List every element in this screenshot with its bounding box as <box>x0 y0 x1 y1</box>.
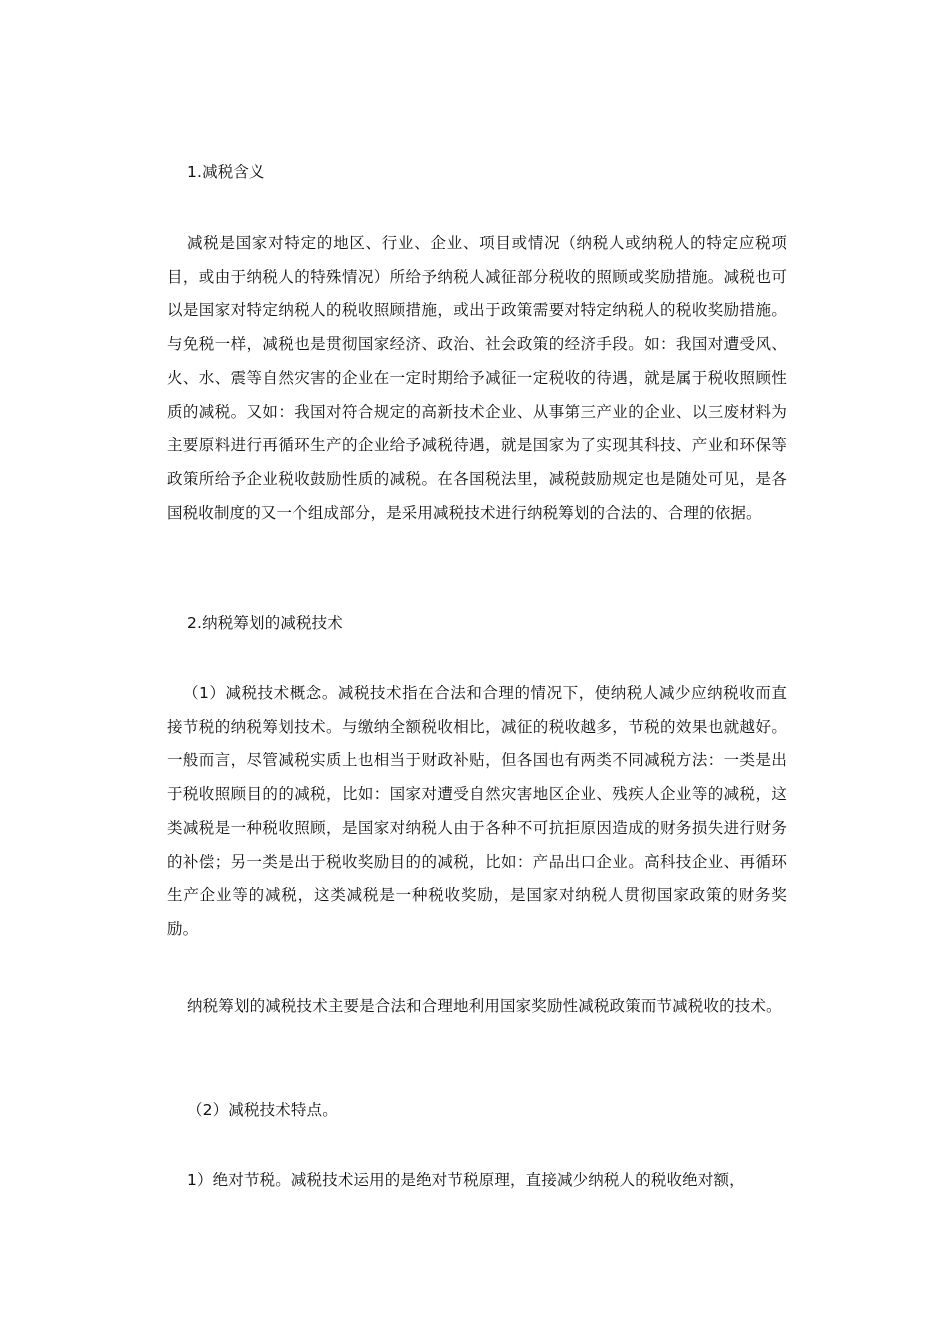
paragraph-4: 1）绝对节税。减税技术运用的是绝对节税原理，直接减少纳税人的税收绝对额， <box>187 1171 745 1189</box>
section-heading-2: 2.纳税筹划的减税技术 <box>187 614 343 632</box>
paragraph-3: 纳税筹划的减税技术主要是合法和合理地利用国家奖励性减税政策而节减税收的技术。 <box>187 997 782 1015</box>
paragraph-1: 减税是国家对特定的地区、行业、企业、项目或情况（纳税人或纳税人的特定应税项目，或由于纳税人的特殊情况）所给予纳税人减征部分税收的照顾或奖励措施。减税也可以是国家对特定纳税人的税收照顾措施，或出于政策需要对特定纳税人的税收奖励措施。与免税一样，减税也是贯彻国家经济、政治、社会政策的经济手段。如：我国对遭受风、火、水、震等自然灾害的企业在一定时期给予减征一定税收的待遇，就是属于税收照顾性质的减税。又如：我国对符合规定的高新技术企业、从事第三产业的企业、以三废材料为主要原料进行再循环生产的企业给予减税待遇，就是国家为了实现其科技、产业和环保等政策所给予企业税收鼓励性质的减税。在各国税法里，减税鼓励规定也是随处可见，是各国税收制度的又一个组成部分，是采用减税技术进行纳税筹划的合法的、合理的依据。 <box>167 234 787 522</box>
section-heading-1: 1.减税含义 <box>187 163 265 181</box>
paragraph-2: （1）减税技术概念。减税技术指在合法和合理的情况下，使纳税人减少应纳税收而直接节税的纳税筹划技术。与缴纳全额税收相比，减征的税收越多，节税的效果也就越好。一般而言，尽管减税实质上也相当于财政补贴，但各国也有两类不同减税方法：一类是出于税收照顾目的的减税，比如：国家对遭受自然灾害地区企业、残疾人企业等的减税，这类减税是一种税收照顾，是国家对纳税人由于各种不可抗拒原因造成的财务损失进行财务的补偿；另一类是出于税收奖励目的的减税，比如：产品出口企业。高科技企业、再循环生产企业等的减税，这类减税是一种税收奖励，是国家对纳税人贯彻国家政策的财务奖励。 <box>167 684 787 938</box>
section-heading-3: （2）减税技术特点。 <box>187 1101 338 1119</box>
